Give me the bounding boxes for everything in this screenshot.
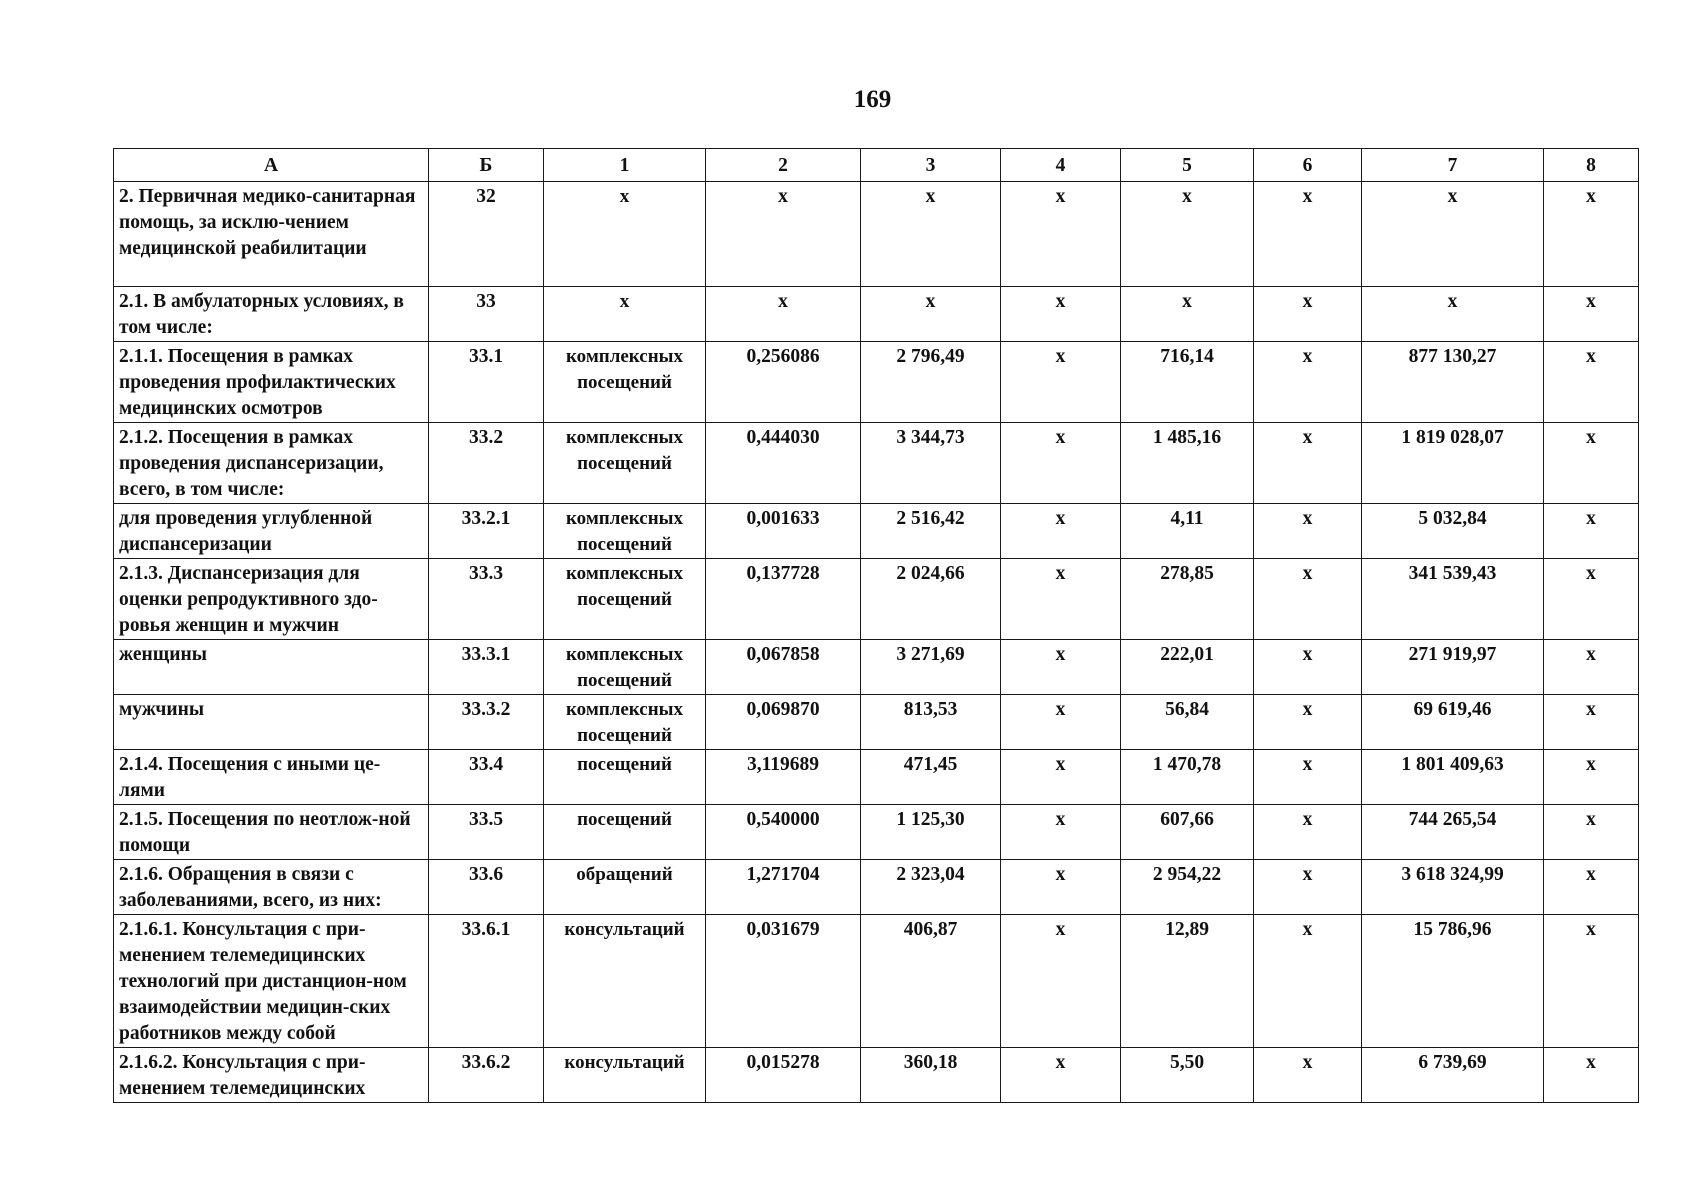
page-number: 169 (853, 86, 892, 113)
col-6-cell: х (1254, 423, 1362, 504)
row-code: 33.3.2 (429, 695, 544, 750)
col-header: 6 (1254, 149, 1362, 182)
col-2-cell: 0,031679 (706, 915, 861, 1048)
col-7-cell: 5 032,84 (1362, 504, 1544, 559)
col-5-cell: 5,50 (1121, 1048, 1254, 1103)
unit-cell: комплексных посещений (544, 559, 706, 640)
row-name: 2.1.2. Посещения в рамках проведения диспансеризации, всего, в том числе: (114, 423, 429, 504)
row-name: 2.1.3. Диспансеризация для оценки репродуктивного здо-ровья женщин и мужчин (114, 559, 429, 640)
col-8-cell: х (1544, 750, 1639, 805)
col-2-cell: 0,015278 (706, 1048, 861, 1103)
col-8-cell: х (1544, 182, 1639, 287)
col-5-cell: х (1121, 182, 1254, 287)
col-2-cell: х (706, 287, 861, 342)
col-4-cell: х (1001, 559, 1121, 640)
col-7-cell: 744 265,54 (1362, 805, 1544, 860)
col-6-cell: х (1254, 1048, 1362, 1103)
col-2-cell: 0,067858 (706, 640, 861, 695)
col-5-cell: 607,66 (1121, 805, 1254, 860)
col-7-cell: 1 819 028,07 (1362, 423, 1544, 504)
row-code: 33.5 (429, 805, 544, 860)
col-7-cell: х (1362, 287, 1544, 342)
col-3-cell: 2 323,04 (861, 860, 1001, 915)
col-2-cell: 0,001633 (706, 504, 861, 559)
col-3-cell: х (861, 182, 1001, 287)
unit-cell: консультаций (544, 1048, 706, 1103)
col-3-cell: 2 024,66 (861, 559, 1001, 640)
col-4-cell: х (1001, 860, 1121, 915)
col-4-cell: х (1001, 182, 1121, 287)
col-header: 8 (1544, 149, 1639, 182)
col-4-cell: х (1001, 640, 1121, 695)
col-4-cell: х (1001, 750, 1121, 805)
row-name: 2.1.4. Посещения с иными це-лями (114, 750, 429, 805)
unit-cell: комплексных посещений (544, 423, 706, 504)
col-3-cell: 2 796,49 (861, 342, 1001, 423)
col-header: 5 (1121, 149, 1254, 182)
col-8-cell: х (1544, 695, 1639, 750)
col-5-cell: 4,11 (1121, 504, 1254, 559)
col-5-cell: 12,89 (1121, 915, 1254, 1048)
col-8-cell: х (1544, 423, 1639, 504)
col-8-cell: х (1544, 287, 1639, 342)
col-4-cell: х (1001, 504, 1121, 559)
row-name: 2. Первичная медико-санитарная помощь, за исклю-чением медицинской реабилитации (114, 182, 429, 287)
row-code: 33.1 (429, 342, 544, 423)
col-5-cell: 1 485,16 (1121, 423, 1254, 504)
table-row (114, 915, 1639, 1048)
table-row (114, 182, 1639, 287)
table-body (114, 182, 1639, 1103)
table-row (114, 423, 1639, 504)
row-code: 33.6 (429, 860, 544, 915)
col-6-cell: х (1254, 559, 1362, 640)
col-7-cell: 15 786,96 (1362, 915, 1544, 1048)
col-3-cell: 3 271,69 (861, 640, 1001, 695)
col-4-cell: х (1001, 342, 1121, 423)
col-4-cell: х (1001, 695, 1121, 750)
col-2-cell: 0,069870 (706, 695, 861, 750)
col-8-cell: х (1544, 504, 1639, 559)
row-code: 33.6.2 (429, 1048, 544, 1103)
col-2-cell: 3,119689 (706, 750, 861, 805)
unit-cell: обращений (544, 860, 706, 915)
col-6-cell: х (1254, 750, 1362, 805)
table-row (114, 1048, 1639, 1103)
col-header: 2 (706, 149, 861, 182)
col-5-cell: 716,14 (1121, 342, 1254, 423)
col-4-cell: х (1001, 1048, 1121, 1103)
col-2-cell: 0,256086 (706, 342, 861, 423)
col-8-cell: х (1544, 915, 1639, 1048)
col-7-cell: 1 801 409,63 (1362, 750, 1544, 805)
row-code: 33.2 (429, 423, 544, 504)
col-6-cell: х (1254, 640, 1362, 695)
col-7-cell: 341 539,43 (1362, 559, 1544, 640)
col-6-cell: х (1254, 287, 1362, 342)
col-2-cell: 0,444030 (706, 423, 861, 504)
col-3-cell: х (861, 287, 1001, 342)
row-name: 2.1.6.2. Консультация с при-менением телемедицинских (114, 1048, 429, 1103)
col-6-cell: х (1254, 695, 1362, 750)
col-3-cell: 1 125,30 (861, 805, 1001, 860)
unit-cell: посещений (544, 750, 706, 805)
col-3-cell: 360,18 (861, 1048, 1001, 1103)
col-3-cell: 471,45 (861, 750, 1001, 805)
row-name: женщины (114, 640, 429, 695)
row-name: 2.1.6. Обращения в связи с заболеваниями, всего, из них: (114, 860, 429, 915)
col-3-cell: 406,87 (861, 915, 1001, 1048)
row-name: мужчины (114, 695, 429, 750)
row-code: 33.3 (429, 559, 544, 640)
table-row (114, 504, 1639, 559)
row-code: 33.2.1 (429, 504, 544, 559)
col-8-cell: х (1544, 805, 1639, 860)
col-header: Б (429, 149, 544, 182)
col-header: 3 (861, 149, 1001, 182)
col-4-cell: х (1001, 287, 1121, 342)
col-2-cell: 1,271704 (706, 860, 861, 915)
col-8-cell: х (1544, 860, 1639, 915)
col-8-cell: х (1544, 1048, 1639, 1103)
row-name: 2.1.6.1. Консультация с при-менением телемедицинских технологий при дистанцион-ном взаимодействии медицин-ских работников между собой (114, 915, 429, 1048)
unit-cell: консультаций (544, 915, 706, 1048)
col-7-cell: 271 919,97 (1362, 640, 1544, 695)
table-row (114, 559, 1639, 640)
data-table (113, 148, 1639, 1103)
col-header: А (114, 149, 429, 182)
col-7-cell: х (1362, 182, 1544, 287)
col-3-cell: 813,53 (861, 695, 1001, 750)
col-5-cell: 1 470,78 (1121, 750, 1254, 805)
col-2-cell: 0,540000 (706, 805, 861, 860)
unit-cell: комплексных посещений (544, 695, 706, 750)
col-8-cell: х (1544, 342, 1639, 423)
row-code: 33.3.1 (429, 640, 544, 695)
col-6-cell: х (1254, 860, 1362, 915)
col-header: 1 (544, 149, 706, 182)
unit-cell: х (544, 182, 706, 287)
table-row (114, 695, 1639, 750)
col-6-cell: х (1254, 915, 1362, 1048)
col-3-cell: 2 516,42 (861, 504, 1001, 559)
col-7-cell: 69 619,46 (1362, 695, 1544, 750)
table-row (114, 805, 1639, 860)
unit-cell: комплексных посещений (544, 640, 706, 695)
header-row (114, 149, 1639, 182)
unit-cell: х (544, 287, 706, 342)
col-header: 7 (1362, 149, 1544, 182)
col-5-cell: 278,85 (1121, 559, 1254, 640)
col-6-cell: х (1254, 182, 1362, 287)
col-2-cell: х (706, 182, 861, 287)
row-code: 33.6.1 (429, 915, 544, 1048)
row-name: 2.1. В амбулаторных условиях, в том числе: (114, 287, 429, 342)
col-header: 4 (1001, 149, 1121, 182)
row-name: для проведения углубленной диспансеризации (114, 504, 429, 559)
col-6-cell: х (1254, 504, 1362, 559)
col-4-cell: х (1001, 423, 1121, 504)
col-6-cell: х (1254, 342, 1362, 423)
col-3-cell: 3 344,73 (861, 423, 1001, 504)
col-6-cell: х (1254, 805, 1362, 860)
table-row (114, 342, 1639, 423)
row-code: 33.4 (429, 750, 544, 805)
table-row (114, 640, 1639, 695)
col-4-cell: х (1001, 805, 1121, 860)
table-row (114, 287, 1639, 342)
col-5-cell: 2 954,22 (1121, 860, 1254, 915)
table-row (114, 750, 1639, 805)
unit-cell: комплексных посещений (544, 342, 706, 423)
col-5-cell: 222,01 (1121, 640, 1254, 695)
col-8-cell: х (1544, 559, 1639, 640)
col-7-cell: 877 130,27 (1362, 342, 1544, 423)
col-4-cell: х (1001, 915, 1121, 1048)
row-code: 33 (429, 287, 544, 342)
col-7-cell: 6 739,69 (1362, 1048, 1544, 1103)
unit-cell: комплексных посещений (544, 504, 706, 559)
row-code: 32 (429, 182, 544, 287)
col-5-cell: х (1121, 287, 1254, 342)
table-row (114, 860, 1639, 915)
row-name: 2.1.5. Посещения по неотлож-ной помощи (114, 805, 429, 860)
col-8-cell: х (1544, 640, 1639, 695)
unit-cell: посещений (544, 805, 706, 860)
col-7-cell: 3 618 324,99 (1362, 860, 1544, 915)
col-2-cell: 0,137728 (706, 559, 861, 640)
row-name: 2.1.1. Посещения в рамках проведения профилактических медицинских осмотров (114, 342, 429, 423)
col-5-cell: 56,84 (1121, 695, 1254, 750)
